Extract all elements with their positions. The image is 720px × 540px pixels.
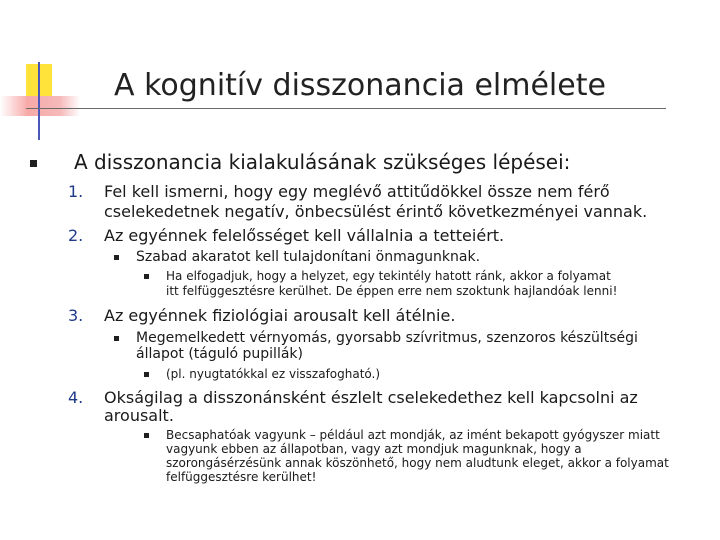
step-2-subsub-bullet-icon bbox=[144, 274, 149, 279]
slide-title: A kognitív disszonancia elmélete bbox=[114, 68, 606, 103]
main-point: A disszonancia kialakulásának szükséges lépései: bbox=[74, 150, 571, 174]
step-2-sub-bullet-icon bbox=[114, 255, 119, 260]
step-4-subsub-line-3: szorongásérzésünk annak köszönhető, hogy nem aludtunk eleget, akkor a folyamat bbox=[166, 456, 669, 470]
step-4-subsub-line-4: felfüggesztésre kerülhet! bbox=[166, 470, 317, 484]
step-4-line-2: arousalt. bbox=[104, 406, 174, 425]
step-3-sub-line-1: Megemelkedett vérnyomás, gyorsabb szívritmus, szenzoros készültségi bbox=[136, 330, 638, 346]
step-4-line-1: Okságilag a disszonánsként észlelt cselekedethez kell kapcsolni az bbox=[104, 388, 638, 407]
step-4-subsub-bullet-icon bbox=[144, 433, 149, 438]
step-2-sub: Szabad akaratot kell tulajdonítani önmagunknak. bbox=[136, 249, 481, 265]
main-bullet-icon bbox=[30, 160, 37, 167]
step-3-subsub: (pl. nyugtatókkal ez visszafogható.) bbox=[166, 367, 381, 381]
step-3-sub-bullet-icon bbox=[114, 336, 119, 341]
step-3-sub-line-2: állapot (táguló pupillák) bbox=[136, 346, 303, 362]
step-1-line-1: Fel kell ismerni, hogy egy meglévő attitűdökkel össze nem férő bbox=[104, 182, 610, 201]
step-4-subsub-line-2: vagyunk ebben az állapotban, vagy azt mondjuk magunknak, hogy a bbox=[166, 442, 582, 456]
step-3-line-1: Az egyénnek fiziológiai arousalt kell átélnie. bbox=[104, 306, 456, 325]
step-2-number: 2. bbox=[68, 226, 84, 245]
step-4-subsub-line-1: Becsaphatóak vagyunk – például azt mondják, az imént bekapott gyógyszer miatt bbox=[166, 428, 660, 442]
step-4-number: 4. bbox=[68, 388, 84, 407]
title-underline bbox=[26, 108, 666, 109]
step-1-line-2: cselekedetnek negatív, önbecsülést érintő következményei vannak. bbox=[104, 202, 648, 221]
step-2-subsub-line-2: itt felfüggesztésre kerülhet. De éppen erre nem szoktunk hajlandóak lenni! bbox=[166, 284, 618, 298]
step-1-number: 1. bbox=[68, 182, 84, 201]
step-2-line-1: Az egyénnek felelősséget kell vállalnia a tetteiért. bbox=[104, 226, 505, 245]
step-3-number: 3. bbox=[68, 306, 84, 325]
step-3-subsub-bullet-icon bbox=[144, 372, 149, 377]
step-2-subsub-line-1: Ha elfogadjuk, hogy a helyzet, egy tekintély hatott ránk, akkor a folyamat bbox=[166, 269, 611, 283]
